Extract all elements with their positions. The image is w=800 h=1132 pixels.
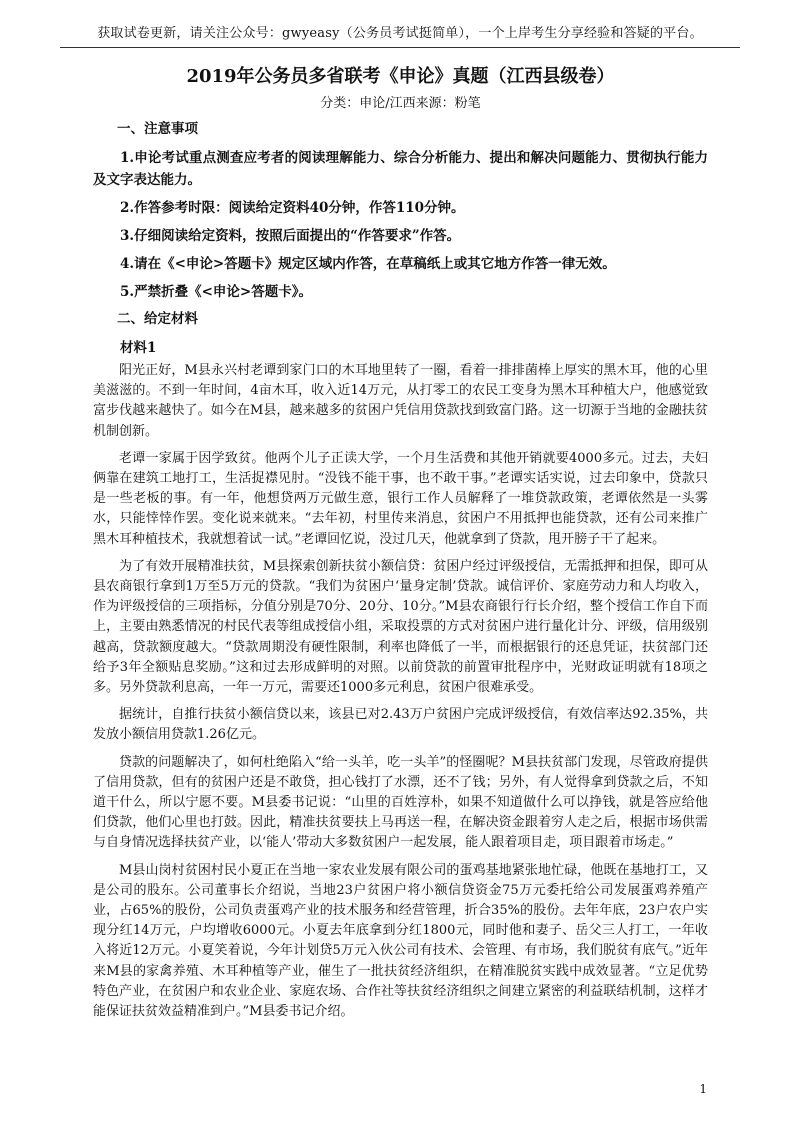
material-paragraph: 阳光正好，M县永兴村老谭到家门口的木耳地里转了一圈，看着一排排菌棒上厚实的黑木耳，他的心里美滋滋的。不到一年时间，4亩木耳，收入近14万元，从打零工的农民工变身为黑木耳种植大户，他感觉致富步伐越来越快了。如今在M县，越来越多的贫困户凭信用贷款找到致富门路。这一切源于当地的金融扶贫机制创新。	[93, 363, 708, 439]
section-heading-notice: 一、注意事项	[117, 121, 198, 137]
material-paragraph: 老谭一家属于因学致贫。他两个儿子正读大学，一个月生活费和其他开销就要4000多元。过去，夫妇俩靠在建筑工地打工，生活捉襟见肘。“没钱不能干事，也不敢干事。”老谭实话实说，过去印象中，贷款只是一些老板的事。有一年，他想贷两万元做生意，银行工作人员解释了一堆贷款政策，老谭依然是一头雾水，只能悻悻作罢。变化说来就来。“去年初，村里传来消息，贫困户不用抵押也能贷款，还有公司来推广黑木耳种植技术，我就想着试一试。”老谭回忆说，没过几天，他就拿到了贷款，甩开膀子干了起来。	[93, 450, 708, 547]
notice-item: 1.申论考试重点测查应考者的阅读理解能力、综合分析能力、提出和解决问题能力、贯彻执行能力及文字表达能力。	[93, 150, 708, 188]
material-paragraph: M县山岗村贫困村民小夏正在当地一家农业发展有限公司的蛋鸡基地紧张地忙碌，他既在基地打工，又是公司的股东。公司董事长介绍说，当地23户贫困户将小额信贷资金75万元委托给公司发展蛋鸡养殖产业，占65%的股份，公司负责蛋鸡产业的技术服务和经营管理，折合35%的股份。去年年底，23户农户实现分红14万元，户均增收6000元。小夏去年底拿到分红1800元，同时他和妻子、岳父三人打工，一年收入将近12万元。小夏笑着说，今年计划贷5万元入伙公司有技术、会管理、有市场，我们脱贫有底气。”近年来M县的家禽养殖、木耳种植等产业，催生了一批扶贫经济组织，在精准脱贫实践中成效显著。“立足优势特色产业，在贫困户和农业企业、家庭农场、合作社等扶贫经济组织之间建立紧密的利益联结机制，这样才能保证扶贫效益精准到户。”M县委书记介绍。	[93, 862, 708, 1020]
notice-item: 2.作答参考时限：阅读给定资料40分钟，作答110分钟。	[120, 200, 465, 216]
material-paragraph: 据统计，自推行扶贫小额信贷以来，该县已对2.43万户贫困户完成评级授信，有效信率达92.35%，共发放小额信用贷款1.26亿元。	[93, 707, 708, 743]
header-note: 获取试卷更新，请关注公众号：gwyeasy（公务员考试挺简单），一个上岸考生分享经验和答疑的平台。	[60, 22, 740, 48]
notice-item: 5.严禁折叠《<申论>答题卡》。	[120, 284, 312, 300]
material-title: 材料1	[120, 340, 157, 356]
notice-item: 4.请在《<申论>答题卡》规定区域内作答，在草稿纸上或其它地方作答一律无效。	[120, 256, 616, 272]
page-number: 1	[699, 1082, 707, 1096]
material-paragraph: 为了有效开展精准扶贫，M县探索创新扶贫小额信贷：贫困户经过评级授信，无需抵押和担保，即可从县农商银行拿到1万至5万元的贷款。“我们为贫困户‘量身定制’贷款。诚信评价、家庭劳动力和人均收入，作为评级授信的三项指标，分值分别是70分、20分、10分。”M县农商银行行长介绍，整个授信工作自下而上，主要由熟悉情况的村民代表等组成授信小组，采取投票的方式对贫困户进行量化计分、评级，信用级别越高，贷款额度越大。“贷款周期没有硬性限制，利率也降低了一半，而根据银行的还息凭证，扶贫部门还给予3年全额贴息奖励。”这和过去形成鲜明的对照。以前贷款的前置审批程序中，光财政证明就有18项之多。另外贷款利息高，一年一万元，需要还1000多元利息，贫困户很难承受。	[93, 558, 708, 696]
page-title: 2019年公务员多省联考《申论》真题（江西县级卷）	[186, 66, 615, 87]
notice-item: 3.仔细阅读给定资料，按照后面提出的“作答要求”作答。	[120, 228, 461, 244]
section-heading-materials: 二、给定材料	[117, 311, 198, 327]
document-body	[93, 60, 708, 1029]
material-paragraph: 贷款的问题解决了，如何杜绝陷入“给一头羊，吃一头羊”的怪圈呢？M县扶贫部门发现，尽管政府提供了信用贷款，但有的贫困户还是不敢贷，担心钱打了水漂，还不了钱；另外，有人觉得拿到贷款之后，不知道干什么，所以宁愿不要。M县委书记说：“山里的百姓淳朴，如果不知道做什么可以挣钱，就是答应给他们贷款，他们心里也打鼓。因此，精准扶贫要扶上马再送一程，在解决资金跟着穷人走之后，根据市场供需与自身情况选择扶贫产业，以‘能人’带动大多数贫困户一起发展，能人跟着项目走，项目跟着市场走。”	[93, 754, 708, 851]
page-subtitle: 分类：申论/江西来源：粉笔	[320, 96, 481, 111]
